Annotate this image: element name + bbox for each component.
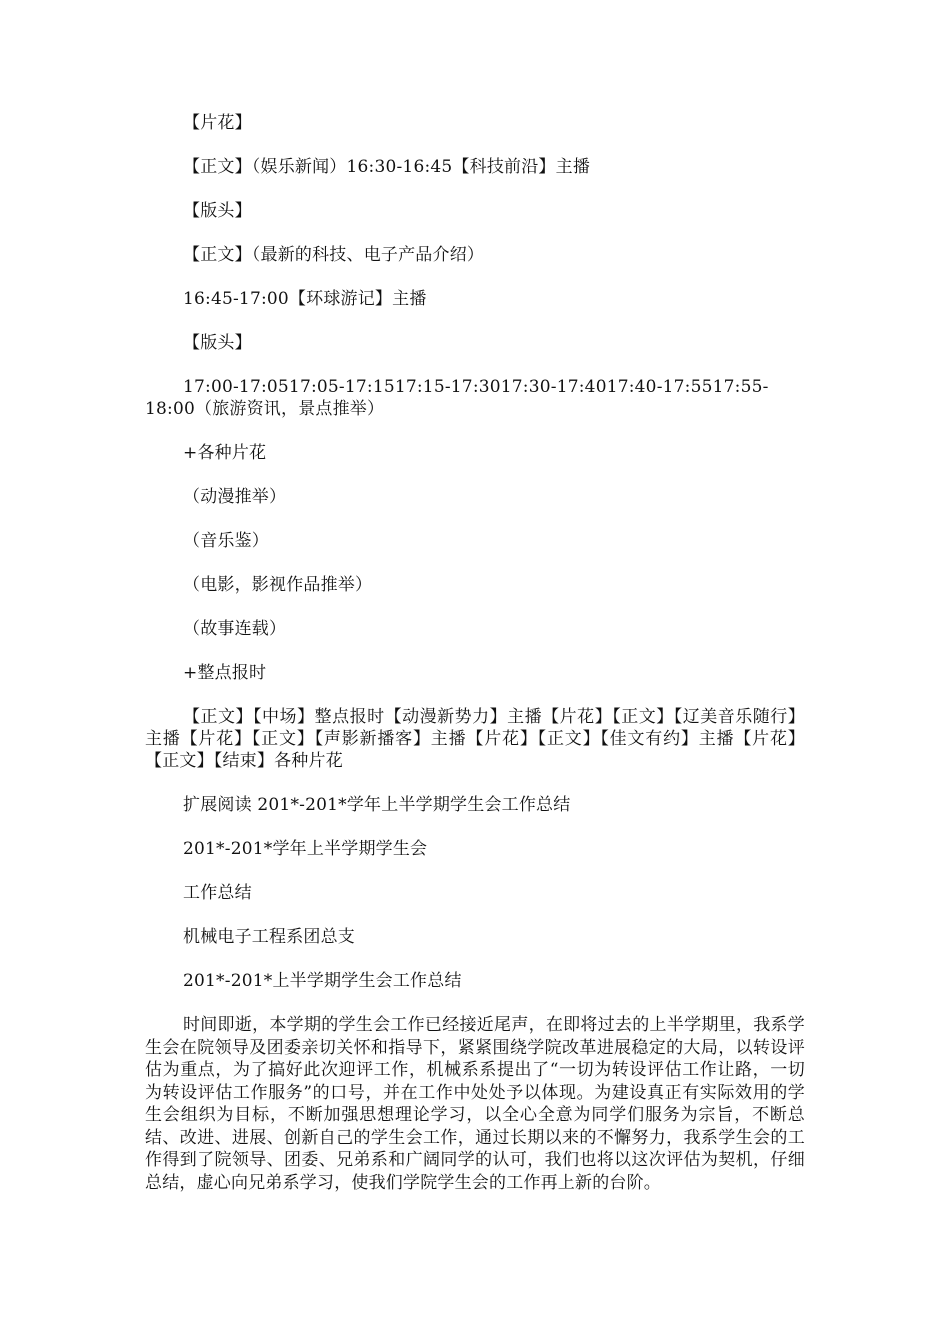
paragraph-16: 201*-201*学年上半学期学生会: [183, 839, 428, 859]
paragraph-14: 【正文】【中场】整点报时【动漫新势力】主播【片花】【正文】【辽美音乐随行】主播【片花】【正文】【声影新播客】主播【片花】【正文】【佳文有约】主播【片花】【正文】【结束】各种片花: [145, 707, 805, 771]
paragraph-1: 【片花】: [183, 113, 252, 133]
paragraph-13: +整点报时: [183, 663, 267, 683]
paragraph-4: 【正文】（最新的科技、电子产品介绍）: [183, 245, 485, 265]
paragraph-7: 17:00-17:0517:05-17:1517:15-17:3017:30-17:4017:40-17:5517:55-18:00（旅游资讯，景点推举）: [145, 377, 769, 419]
paragraph-2: 【正文】（娱乐新闻）16:30-16:45【科技前沿】主播: [183, 157, 591, 177]
paragraph-15: 扩展阅读 201*-201*学年上半学期学生会工作总结: [183, 795, 571, 815]
paragraph-17: 工作总结: [183, 883, 252, 903]
paragraph-3: 【版头】: [183, 201, 252, 221]
paragraph-6: 【版头】: [183, 333, 252, 353]
paragraph-8: +各种片花: [183, 443, 267, 463]
paragraph-9: （动漫推举）: [183, 487, 287, 507]
paragraph-18: 机械电子工程系团总支: [183, 927, 355, 947]
paragraph-5: 16:45-17:00【环球游记】主播: [183, 289, 427, 309]
paragraph-19: 201*-201*上半学期学生会工作总结: [183, 971, 462, 991]
paragraph-20: 时间即逝，本学期的学生会工作已经接近尾声，在即将过去的上半学期里，我系学生会在院领导及团委亲切关怀和指导下，紧紧围绕学院改革进展稳定的大局，以转设评估为重点，为了搞好此次迎评工作，机械系系提出了“一切为转设评估工作让路，一切为转设评估工作服务”的口号，并在工作中处处予以体现。为建设真正有实际效用的学生会组织为目标，不断加强思想理论学习，以全心全意为同学们服务为宗旨，不断总结、改进、进展、创新自己的学生会工作，通过长期以来的不懈努力，我系学生会的工作得到了院领导、团委、兄弟系和广阔同学的认可，我们也将以这次评估为契机，仔细总结，虚心向兄弟系学习，使我们学院学生会的工作再上新的台阶。: [145, 1015, 805, 1193]
paragraph-11: （电影，影视作品推举）: [183, 575, 373, 595]
document-body: [145, 112, 805, 1216]
paragraph-12: （故事连载）: [183, 619, 287, 639]
paragraph-10: （音乐鉴）: [183, 531, 269, 551]
